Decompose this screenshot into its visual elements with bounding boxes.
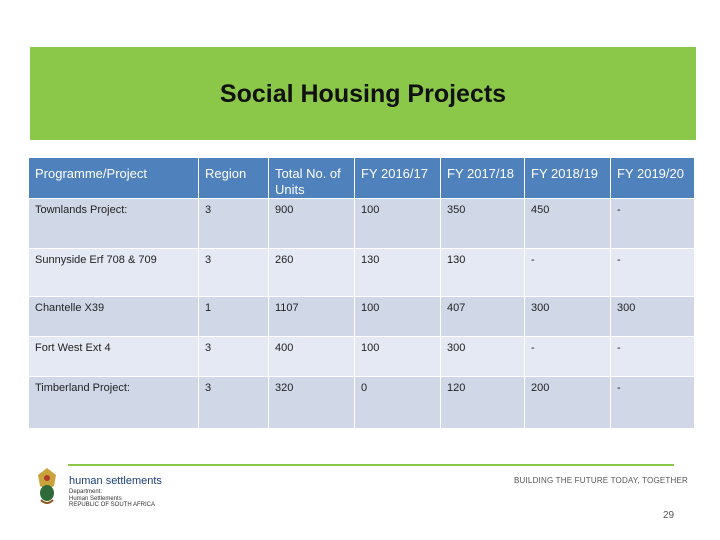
cell-project: Timberland Project: [29, 377, 199, 429]
slide-title: Social Housing Projects [219, 80, 507, 108]
col-header-programme: Programme/Project [29, 158, 199, 199]
cell-fy-2018-19: 300 [525, 297, 611, 337]
table-row [29, 297, 695, 337]
cell-fy-2019-20: - [611, 249, 695, 297]
cell-fy-2016-17: 130 [355, 249, 441, 297]
cell-fy-2019-20: - [611, 337, 695, 377]
projects-table [28, 157, 695, 429]
cell-total-units: 260 [269, 249, 355, 297]
cell-fy-2017-18: 130 [441, 249, 525, 297]
cell-project: Townlands Project: [29, 199, 199, 249]
cell-fy-2016-17: 100 [355, 297, 441, 337]
cell-region: 3 [199, 199, 269, 249]
col-header-fy-2017-18: FY 2017/18 [441, 158, 525, 199]
department-line: Department: [69, 489, 103, 495]
department-line: Human Settlements [69, 495, 122, 502]
cell-fy-2018-19: - [525, 337, 611, 377]
cell-fy-2018-19: 450 [525, 199, 611, 249]
cell-fy-2016-17: 0 [355, 377, 441, 429]
col-header-total-units: Total No. of Units [269, 158, 355, 199]
cell-fy-2017-18: 407 [441, 297, 525, 337]
col-header-fy-2018-19: FY 2018/19 [525, 158, 611, 199]
cell-region: 1 [199, 297, 269, 337]
footer-tagline: BUILDING THE FUTURE TODAY, TOGETHER [514, 476, 688, 485]
brand-name: human settlements [69, 475, 162, 487]
cell-fy-2018-19: - [525, 249, 611, 297]
cell-total-units: 320 [269, 377, 355, 429]
table-row [29, 249, 695, 297]
footer-divider [68, 464, 674, 466]
cell-fy-2017-18: 120 [441, 377, 525, 429]
cell-region: 3 [199, 249, 269, 297]
cell-total-units: 900 [269, 199, 355, 249]
cell-project: Fort West Ext 4 [29, 337, 199, 377]
cell-fy-2016-17: 100 [355, 337, 441, 377]
col-header-region: Region [199, 158, 269, 199]
cell-fy-2016-17: 100 [355, 199, 441, 249]
cell-region: 3 [199, 377, 269, 429]
cell-fy-2017-18: 350 [441, 199, 525, 249]
cell-total-units: 400 [269, 337, 355, 377]
table-row [29, 199, 695, 249]
table-header-row [29, 158, 695, 199]
table-row [29, 377, 695, 429]
col-header-fy-2016-17: FY 2016/17 [355, 158, 441, 199]
cell-fy-2018-19: 200 [525, 377, 611, 429]
cell-region: 3 [199, 337, 269, 377]
department-block [69, 489, 159, 509]
coat-of-arms-icon [32, 466, 62, 508]
cell-project: Chantelle X39 [29, 297, 199, 337]
table-row [29, 337, 695, 377]
cell-fy-2019-20: - [611, 199, 695, 249]
col-header-fy-2019-20: FY 2019/20 [611, 158, 695, 199]
department-line: REPUBLIC OF SOUTH AFRICA [69, 502, 156, 508]
page-number: 29 [663, 510, 675, 521]
cell-fy-2019-20: 300 [611, 297, 695, 337]
cell-total-units: 1107 [269, 297, 355, 337]
cell-fy-2017-18: 300 [441, 337, 525, 377]
cell-project: Sunnyside Erf 708 & 709 [29, 249, 199, 297]
title-band [30, 47, 696, 140]
cell-fy-2019-20: - [611, 377, 695, 429]
